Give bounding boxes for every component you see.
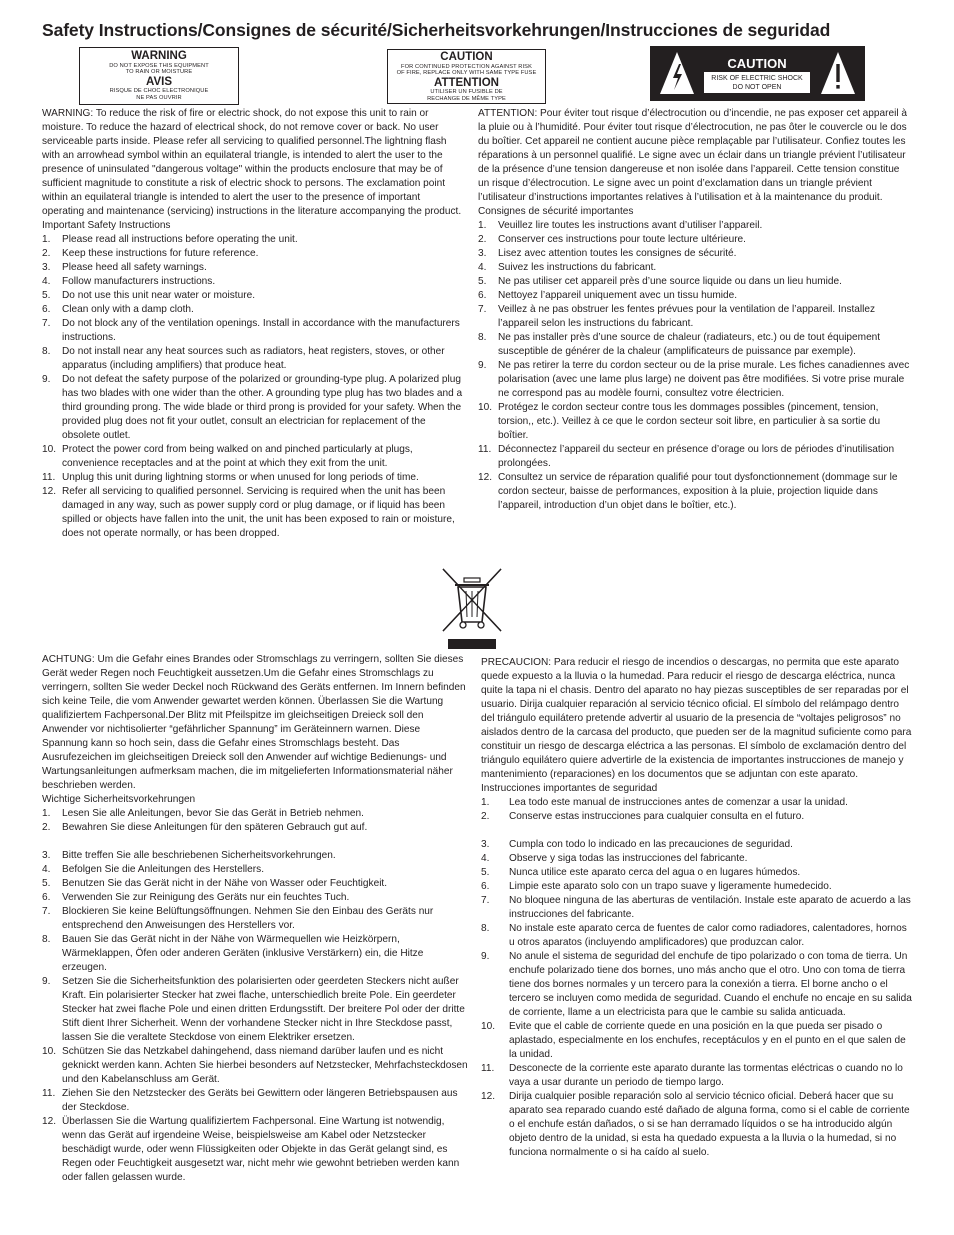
instruction-text: Evite que el cable de corriente quede en una posición en la que pueda ser pisado o aplastado, especialmente en los enchufes, receptáculos y en el punto en el que salen de la unidad. [509,1021,906,1060]
instruction-item [478,331,912,359]
instruction-text: Befolgen Sie die Anleitungen des Herstellers. [62,864,265,875]
instruction-item [42,233,464,247]
instruction-number: 5. [42,878,51,889]
french-intro: ATTENTION: Pour éviter tout risque d’électrocution ou d’incendie, ne pas exposer cet appareil à la pluie ou à l’humidité. Pour éviter tout risque d’électrocution, ne pas ôter le couvercle ou le dos du boîtier. Cet appareil ne contient aucune pièce remplaçable par l’utilisateur. Confiez toutes les réparations à un personnel qualifié. Le signe avec un éclair dans un triangle prévient l’utilisateur de la présence d’une tension dangereuse et non isolée dans l’appareil. Cette tension constitue un risque d’électrocution. Le signe avec un point d’exclamation dans un triangle prévient l’utilisateur d’instructions importantes relatives à l’utilisation et à la maintenance du produit. [478,108,908,203]
instruction-text: Please read all instructions before operating the unit. [62,234,298,245]
instruction-item [42,1045,468,1087]
instruction-text: Ne pas installer près d’une source de chaleur (radiateurs, etc.) ou de tout équipement susceptible de générer de la chaleur (amplificateurs de puissance par exemple). [498,332,881,357]
instruction-item [478,233,912,247]
instruction-item [481,810,912,824]
warning-label-heading-fr: AVIS [146,75,172,88]
spacer [42,835,468,849]
instruction-number: 1. [42,808,51,819]
instruction-text: Limpie este aparato solo con un trapo suave y ligeramente humedecido. [509,881,832,892]
instruction-number: 5. [481,867,490,878]
instruction-item [42,471,464,485]
instruction-number: 10. [478,402,493,413]
instruction-number: 1. [481,797,490,808]
instruction-text: Setzen Sie die Sicherheitsfunktion des polarisierten oder geerdeten Steckers nicht außer Kraft. Ein polarisierter Stecker hat zwei flache, unterschiedlich breite Pole. Ein geerdeter Stecker hat zwei flache Pole und einen dritten Erdungsstift. Der breitere Pol oder der dritte Stift dient Ihrer Sicherheit. Wenn der vorhandene Stecker nicht in Ihre Steckdose passt, lassen Sie die veraltete Steckdose von einem Elektriker ersetzen. [62,976,465,1043]
warning-label-heading: WARNING [131,50,187,62]
instruction-number: 9. [481,951,490,962]
instruction-number: 6. [42,892,51,903]
instruction-number: 11. [478,444,492,455]
instruction-number: 4. [42,864,51,875]
instruction-item [42,303,464,317]
instruction-number: 3. [481,839,490,850]
instruction-text: Lesen Sie alle Anleitungen, bevor Sie das Gerät in Betrieb nehmen. [62,808,364,819]
instruction-item [42,275,464,289]
fuse-caution-line: RECHANGE DE MÊME TYPE [427,96,506,103]
instruction-number: 8. [481,923,490,934]
english-heading: Important Safety Instructions [42,220,171,231]
instruction-text: Bewahren Sie diese Anleitungen für den späteren Gebrauch gut auf. [62,822,368,833]
spacer [481,824,912,838]
instruction-number: 7. [481,895,490,906]
german-section [42,653,468,1185]
instruction-text: Lisez avec attention toutes les consignes de sécurité. [498,248,737,259]
instruction-number: 7. [42,318,51,329]
french-section [478,107,912,513]
instruction-number: 8. [42,934,51,945]
instruction-item [42,821,468,835]
instruction-number: 8. [42,346,51,357]
warning-label-line: DO NOT EXPOSE THIS EQUIPMENT [109,62,209,69]
spanish-heading: Instrucciones importantes de seguridad [481,783,658,794]
german-instructions-list-b [42,849,468,1185]
instruction-item [481,1020,912,1062]
spanish-section [481,656,912,1160]
instruction-text: Please heed all safety warnings. [62,262,207,273]
instruction-text: No instale este aparato cerca de fuentes de calor como radiadores, calentadores, hornos u otros aparatos (incluyendo amplificadores) que produzcan calor. [509,923,907,948]
instruction-text: Bauen Sie das Gerät nicht in der Nähe von Wärmequellen wie Heizkörpern, Wärmeklappen, Öfen oder anderen Geräten (inklusive Verstärkern) ein, die Hitze erzeugen. [62,934,424,973]
instruction-text: Clean only with a damp cloth. [62,304,194,315]
instruction-item [481,1090,912,1160]
warning-label [79,47,239,105]
instruction-text: Überlassen Sie die Wartung qualifiziertem Fachpersonal. Eine Wartung ist notwendig, wenn das Gerät auf irgendeine Weise, beispielsweise am Kabel oder Netzstecker beschädigt wurde, oder wenn Flüssigkeiten oder Objekte in das Gerät gelangt sind, es Regen oder Feuchtigkeit ausgesetzt war, nicht mehr wie gewohnt betrieben werden kann oder fallen gelassen wurde. [62,1116,460,1183]
instruction-text: Blockieren Sie keine Belüftungsöffnungen. Nehmen Sie den Einbau des Geräts nur entsprechend den Anweisungen des Herstellers vor. [62,906,434,931]
instruction-text: Do not use this unit near water or moisture. [62,290,255,301]
instruction-number: 5. [42,290,51,301]
instruction-item [42,905,468,933]
german-instructions-list-a [42,807,468,835]
instruction-item [481,838,912,852]
instruction-item [42,933,468,975]
instruction-number: 12. [481,1091,496,1102]
instruction-item [478,247,912,261]
instruction-text: Do not defeat the safety purpose of the polarized or grounding-type plug. A polarized plug has two blades with one wider than the other. A grounding type plug has two blades and a third grounding prong. The wide blade or third prong is provided for your safety. When the provided plug does not fit your outlet, consult an electrician for replacement of the obsolete outlet. [62,374,463,441]
instruction-text: Déconnectez l’appareil du secteur en présence d’orage ou lors de périodes d’inutilisation prolongées. [498,444,895,469]
electric-shock-text-box [704,55,810,93]
instruction-item [42,345,464,373]
instruction-text: Follow manufacturers instructions. [62,276,216,287]
instruction-item [478,401,912,443]
instruction-item [42,863,468,877]
instruction-number: 9. [42,976,51,987]
instruction-item [478,219,912,233]
instruction-item [42,247,464,261]
instruction-number: 3. [42,262,51,273]
instruction-text: Ne pas utiliser cet appareil près d’une source liquide ou dans un lieu humide. [498,276,842,287]
spanish-intro: PRECAUCION: Para reducir el riesgo de incendios o descargas, no permita que este aparato quede expuesto a la lluvia o la humedad. Para reducir el riesgo de descarga eléctrica, nunca quite la tapa ni el chasis. Dentro del aparato no hay piezas susceptibles de ser reparadas por el usuario. Dirija cualquier reparación al servicio técnico oficial. El símbolo del relámpago dentro del triángulo equilátero pretende advertir al usuario de la presencia de “voltajes peligrosos” no aislados dentro de la carcasa del producto, que pueden ser de la magnitud suficiente como para constituir un riesgo de descarga eléctrica a las personas. El símbolo de exclamación dentro del triángulo equilátero quiere advertirle de la existencia de importantes instrucciones de manejo y mantenimiento (reparaciones) en los documentos que se adjuntan con este aparato. [481,657,912,780]
instruction-number: 11. [42,1088,56,1099]
instruction-item [42,485,464,541]
instruction-item [481,866,912,880]
french-heading: Consignes de sécurité importantes [478,206,634,217]
instruction-item [481,852,912,866]
lightning-triangle-icon [658,50,696,96]
weee-crossed-bin-icon [441,567,503,653]
fuse-caution-line: OF FIRE, REPLACE ONLY WITH SAME TYPE FUSE [396,70,537,77]
warning-label-line: NE PAS OUVRIR [136,95,182,102]
instruction-number: 6. [478,290,487,301]
german-heading: Wichtige Sicherheitsvorkehrungen [42,794,196,805]
instruction-text: Protect the power cord from being walked on and pinched particularly at plugs, convenience receptacles and at the point at which they exit from the unit. [62,444,413,469]
instruction-text: Cumpla con todo lo indicado en las precauciones de seguridad. [509,839,793,850]
instruction-text: Unplug this unit during lightning storms or when unused for long periods of time. [62,472,419,483]
instruction-number: 10. [42,1046,57,1057]
instruction-text: No anule el sistema de seguridad del enchufe de tipo polarizado o con toma de tierra. Un enchufe polarizado tiene dos bornes, uno más ancho que el otro. Uno con toma de tierra tiene dos bornes normales y un tercero para la conexión a tierra. El borne ancho o el tercero se incluyen como medida de seguridad. Cuando el enchufe no encaje en su salida de corriente, llame a un electricista para que le cambie su salida anticuada. [509,951,912,1018]
instruction-item [478,275,912,289]
instruction-number: 2. [42,248,51,259]
instruction-item [42,289,464,303]
instruction-item [42,807,468,821]
instruction-text: Observe y siga todas las instrucciones del fabricante. [509,853,748,864]
instruction-number: 12. [42,1116,57,1127]
instruction-number: 11. [481,1063,495,1074]
instruction-item [478,471,912,513]
instruction-item [42,1115,468,1185]
german-intro: ACHTUNG: Um die Gefahr eines Brandes oder Stromschlags zu verringern, sollten Sie dieses Gerät weder Regen noch Feuchtigkeit aussetzen.Um die Gefahr eines Stromschlags zu verringern, sollten Sie weder Deckel noch Rückwand des Geräts entfernen. Im Innern befinden sich keine Teile, die vom Anwender gewartet werden können. Überlassen Sie die Wartung qualifiziertem Fachpersonal.Der Blitz mit Pfeilspitze im gleichseitigen Dreieck soll den Anwender vor nichtisolierter “gefährlicher Spannung” im Geräteinnern warnen. Diese Spannung kann so hoch sein, dass die Gefahr eines Stromschlags besteht. Das Ausrufezeichen im gleichseitigen Dreieck soll den Anwender auf wichtige Bedienungs- und Wartungsanleitungen aufmerksam machen, die im mitgelieferten Informationsmaterial näher beschrieben werden. [42,654,466,791]
instruction-number: 12. [478,472,493,483]
instruction-number: 10. [481,1021,496,1032]
instruction-item [481,894,912,922]
instruction-number: 9. [42,374,51,385]
instruction-item [481,950,912,1020]
instruction-number: 3. [42,850,51,861]
instruction-number: 7. [42,906,51,917]
instruction-item [478,289,912,303]
instruction-number: 2. [42,822,51,833]
instruction-item [478,359,912,401]
instruction-text: Consultez un service de réparation qualifié pour tout dysfonctionnement (dommage sur le cordon secteur, baisse de performances, exposition à la pluie, projection liquide dans l’appareil, introduction d’un objet dans le boîtier, etc.). [498,472,898,511]
instruction-number: 4. [481,853,490,864]
instruction-number: 7. [478,304,487,315]
instruction-number: 4. [42,276,51,287]
instruction-item [481,1062,912,1090]
electric-shock-line: RISK OF ELECTRIC SHOCK DO NOT OPEN [711,75,803,91]
instruction-number: 1. [42,234,51,245]
instruction-number: 5. [478,276,487,287]
instruction-text: Schützen Sie das Netzkabel dahingehend, dass niemand darüber laufen und es nicht geknickt werden kann. Achten Sie hierbei besonders auf Netzstecker, Mehrfachsteckdosen und den Kabelanschluss am Gerät. [62,1046,468,1085]
french-instructions-list [478,219,912,513]
instruction-number: 4. [478,262,487,273]
instruction-text: Conserver ces instructions pour toute lecture ultérieure. [498,234,746,245]
instruction-text: Do not block any of the ventilation openings. Install in accordance with the manufacturers instructions. [62,318,460,343]
instruction-number: 11. [42,472,56,483]
instruction-item [42,373,464,443]
instruction-text: Bitte treffen Sie alle beschriebenen Sicherheitsvorkehrungen. [62,850,336,861]
instruction-number: 12. [42,486,57,497]
instruction-item [481,922,912,950]
instruction-text: Protégez le cordon secteur contre tous les dommages possibles (pincement, tension, torsion,, etc.). Veillez à ce que le cordon secteur soit libre, en particulier à sa sortie du boîtier. [498,402,881,441]
instruction-item [478,261,912,275]
instruction-text: Desconecte de la corriente este aparato durante las tormentas eléctricas o cuando no lo vaya a usar durante un periodo de tiempo largo. [509,1063,903,1088]
instruction-item [481,796,912,810]
english-intro: WARNING: To reduce the risk of fire or electric shock, do not expose this unit to rain or moisture. To reduce the hazard of electrical shock, do not remove cover or back. No user serviceable parts inside. Please refer all servicing to qualified personnel.The lightning flash with an arrowhead symbol within an equilateral triangle, is intended to alert the user to the presence of uninsulated "dangerous voltage" within the products enclosure that may be of sufficient magnitude to constitute a risk of electric shock to persons. The exclamation point within an equilateral triangle is intended to alert the user to the presence of important operating and maintenance (servicing) instructions in the literature accompanying the product. [42,108,462,217]
instruction-number: 6. [481,881,490,892]
instruction-item [42,1087,468,1115]
instruction-number: 10. [42,444,57,455]
instruction-text: Lea todo este manual de instrucciones antes de comenzar a usar la unidad. [509,797,848,808]
instruction-text: Verwenden Sie zur Reinigung des Geräts nur ein feuchtes Tuch. [62,892,350,903]
instruction-number: 3. [478,248,487,259]
instruction-text: Ziehen Sie den Netzstecker des Geräts bei Gewittern oder längeren Betriebspausen aus der Steckdose. [62,1088,458,1113]
instruction-text: Veillez à ne pas obstruer les fentes prévues pour la ventilation de l’appareil. Installez l’appareil selon les instructions du fabricant. [498,304,876,329]
instruction-number: 8. [478,332,487,343]
instruction-item [42,877,468,891]
instruction-number: 2. [478,234,487,245]
instruction-text: No bloquee ninguna de las aberturas de ventilación. Instale este aparato de acuerdo a las instrucciones del fabricante. [509,895,911,920]
instruction-item [42,317,464,345]
exclamation-triangle-icon [819,50,857,96]
fuse-caution-line: FOR CONTINUED PROTECTION AGAINST RISK [401,63,532,70]
english-instructions-list [42,233,464,541]
instruction-item [42,849,468,863]
fuse-caution-label [387,49,546,104]
instruction-text: Nettoyez l’appareil uniquement avec un tissu humide. [498,290,738,301]
instruction-text: Do not install near any heat sources such as radiators, heat registers, stoves, or other apparatus (including amplifiers) that produce heat. [62,346,445,371]
instruction-text: Nunca utilice este aparato cerca del agua o en lugares húmedos. [509,867,801,878]
instruction-text: Conserve estas instrucciones para cualquier consulta en el futuro. [509,811,805,822]
warning-label-line: RISQUE DE CHOC ELECTRONIQUE [109,88,209,95]
english-section [42,107,464,541]
instruction-text: Ne pas retirer la terre du cordon secteur ou de la prise murale. Les fiches canadiennes avec polarisation (avec une lame plus large) ne doivent pas être modifiées. Si votre prise murale ne correspond pas au modèle fourni, consultez votre électricien. [498,360,910,399]
fuse-attention-heading: ATTENTION [434,76,499,89]
page-title: Safety Instructions/Consignes de sécurité/Sicherheitsvorkehrungen/Instrucciones de seguridad [42,20,831,40]
instruction-item [42,891,468,905]
instruction-text: Keep these instructions for future reference. [62,248,259,259]
instruction-text: Benutzen Sie das Gerät nicht in der Nähe von Wasser oder Feuchtigkeit. [62,878,388,889]
spanish-instructions-list-b [481,838,912,1160]
instruction-number: 9. [478,360,487,371]
instruction-text: Dirija cualquier posible reparación solo al servicio técnico oficial. Deberá hacer que su aparato sea reparado cuando esté dañado de alguna forma, como si el cable de corriente o el enchufe están dañados, o si se han derramado líquidos o se ha introducido algún objeto dentro de la unidad, si esta ha quedado expuesta a la lluvia o la humedad, si no funciona normalmente o si ha caído al suelo. [509,1091,910,1158]
instruction-number: 1. [478,220,487,231]
fuse-caution-line: UTILISER UN FUSIBLE DE [430,89,503,96]
instruction-item [42,261,464,275]
electric-shock-heading: CAUTION [704,55,810,72]
instruction-item [478,443,912,471]
instruction-number: 2. [481,811,490,822]
instruction-item [42,975,468,1045]
instruction-item [478,303,912,331]
instruction-text: Refer all servicing to qualified personnel. Servicing is required when the unit has been damaged in any way, such as power supply cord or plug damage, or if liquid has been spilled or objects have fallen into the unit, the unit has been exposed to rain or moisture, does not operate normally, or has been dropped. [62,486,455,539]
instruction-text: Suivez les instructions du fabricant. [498,262,657,273]
instruction-text: Veuillez lire toutes les instructions avant d’utiliser l’appareil. [498,220,763,231]
instruction-number: 6. [42,304,51,315]
spanish-instructions-list-a [481,796,912,824]
fuse-caution-heading: CAUTION [440,51,493,63]
electric-shock-label [650,46,865,101]
instruction-item [481,880,912,894]
warning-label-line: TO RAIN OR MOISTURE [125,69,193,76]
instruction-item [42,443,464,471]
